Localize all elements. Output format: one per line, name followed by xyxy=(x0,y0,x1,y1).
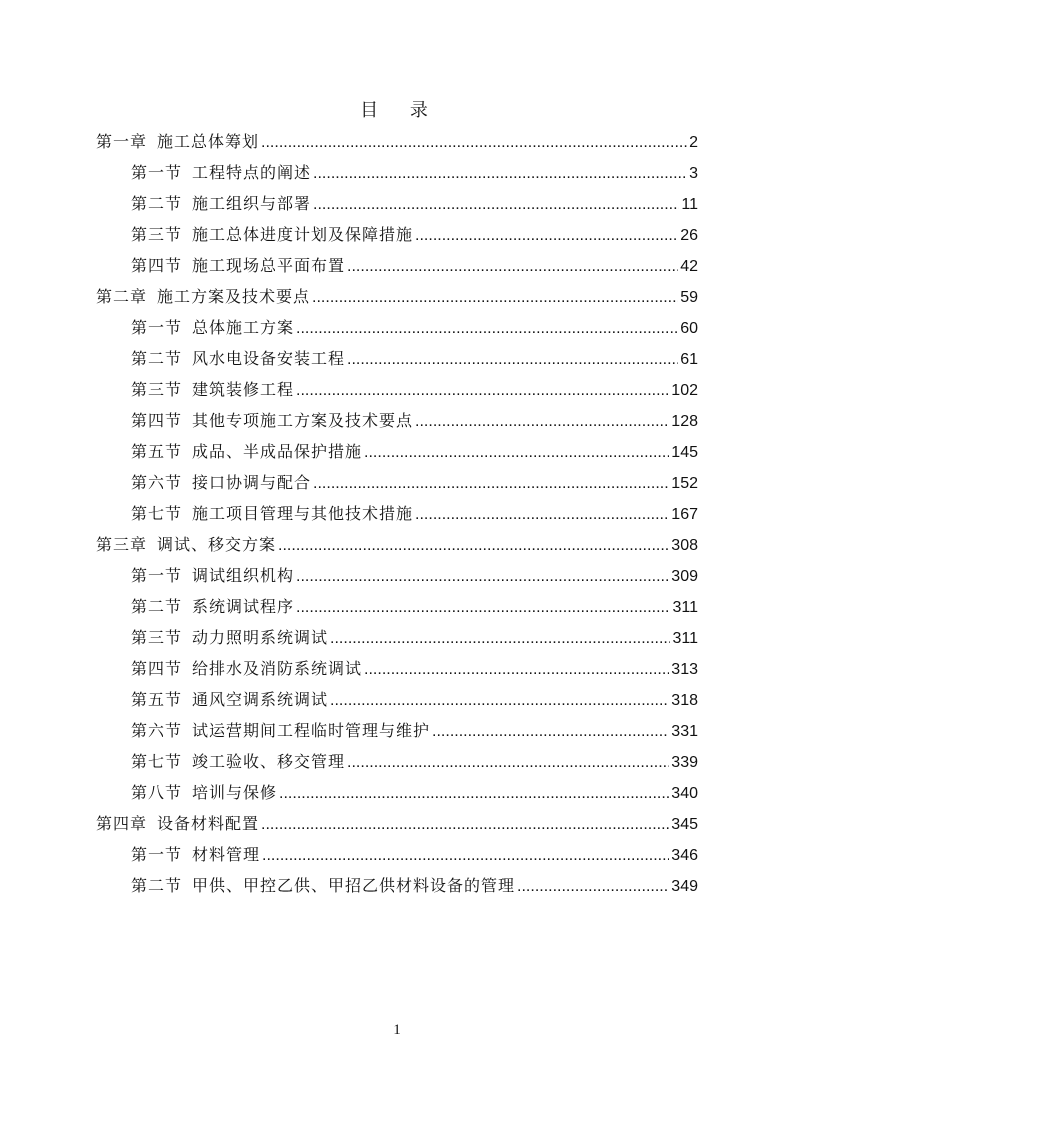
toc-entry-title: 施工项目管理与其他技术措施 xyxy=(192,504,414,523)
dot-leader xyxy=(330,623,670,654)
dot-leader xyxy=(517,871,669,902)
toc-entry-number: 第四章 xyxy=(96,814,148,833)
toc-entry-page: 318 xyxy=(671,692,698,709)
toc-entry-page: 26 xyxy=(680,227,698,244)
toc-entry-title: 竣工验收、移交管理 xyxy=(192,752,346,771)
dot-leader xyxy=(313,468,669,499)
toc-entry-page: 345 xyxy=(671,816,698,833)
dot-leader xyxy=(364,437,669,468)
toc-entry-page: 128 xyxy=(671,413,698,430)
toc-entry-section[interactable] xyxy=(96,684,698,715)
toc-entry-title: 施工总体筹划 xyxy=(157,132,260,151)
toc-entry-page: 102 xyxy=(671,382,698,399)
dot-leader xyxy=(415,220,678,251)
toc-entry-section[interactable] xyxy=(96,560,698,591)
toc-entry-section[interactable] xyxy=(96,870,698,901)
toc-entry-section[interactable] xyxy=(96,405,698,436)
dot-leader xyxy=(415,499,669,530)
toc-entry-number: 第八节 xyxy=(131,783,183,802)
toc-entry-number: 第四节 xyxy=(131,256,183,275)
toc-entry-section[interactable] xyxy=(96,157,698,188)
toc-entry-section[interactable] xyxy=(96,374,698,405)
toc-entry-section[interactable] xyxy=(96,715,698,746)
dot-leader xyxy=(278,530,669,561)
toc-entry-number: 第四节 xyxy=(131,659,183,678)
dot-leader xyxy=(261,809,669,840)
toc-entry-number: 第三节 xyxy=(131,380,183,399)
toc-entry-section[interactable] xyxy=(96,839,698,870)
toc-entry-page: 331 xyxy=(671,723,698,740)
toc-entry-number: 第三章 xyxy=(96,535,148,554)
toc-entry-number: 第一章 xyxy=(96,132,148,151)
toc-entry-title: 施工方案及技术要点 xyxy=(157,287,311,306)
toc-entry-page: 2 xyxy=(689,134,698,151)
dot-leader xyxy=(296,375,669,406)
toc-entry-chapter[interactable] xyxy=(96,808,698,839)
toc-entry-title: 总体施工方案 xyxy=(192,318,295,337)
toc-entry-page: 349 xyxy=(671,878,698,895)
toc-entry-title: 调试、移交方案 xyxy=(157,535,277,554)
toc-entry-title: 给排水及消防系统调试 xyxy=(192,659,363,678)
toc-entry-page: 346 xyxy=(671,847,698,864)
toc-entry-title: 设备材料配置 xyxy=(157,814,260,833)
toc-entry-number: 第三节 xyxy=(131,628,183,647)
toc-entry-section[interactable] xyxy=(96,746,698,777)
toc-entry-title: 系统调试程序 xyxy=(192,597,295,616)
page-number: 1 xyxy=(393,1022,401,1038)
toc-entry-title: 建筑装修工程 xyxy=(192,380,295,399)
toc-entry-number: 第五节 xyxy=(131,690,183,709)
toc-entry-page: 145 xyxy=(671,444,698,461)
toc-entry-title: 甲供、甲控乙供、甲招乙供材料设备的管理 xyxy=(192,876,516,895)
toc-entry-page: 152 xyxy=(671,475,698,492)
dot-leader xyxy=(330,685,669,716)
toc-entry-section[interactable] xyxy=(96,312,698,343)
toc-entry-section[interactable] xyxy=(96,467,698,498)
toc-entry-page: 308 xyxy=(671,537,698,554)
toc-entry-number: 第一节 xyxy=(131,163,183,182)
dot-leader xyxy=(262,840,669,871)
toc-entry-page: 340 xyxy=(671,785,698,802)
toc-entry-number: 第六节 xyxy=(131,473,183,492)
toc-entry-section[interactable] xyxy=(96,622,698,653)
toc-entry-number: 第一节 xyxy=(131,566,183,585)
toc-entry-title: 施工现场总平面布置 xyxy=(192,256,346,275)
dot-leader xyxy=(347,747,669,778)
dot-leader xyxy=(296,561,669,592)
toc-entry-title: 试运营期间工程临时管理与维护 xyxy=(192,721,431,740)
dot-leader xyxy=(313,189,679,220)
toc-entry-title: 成品、半成品保护措施 xyxy=(192,442,363,461)
toc-entry-chapter[interactable] xyxy=(96,281,698,312)
toc-entry-number: 第七节 xyxy=(131,752,183,771)
toc-entry-title: 其他专项施工方案及技术要点 xyxy=(192,411,414,430)
toc-entry-section[interactable] xyxy=(96,653,698,684)
toc-entry-title: 调试组织机构 xyxy=(192,566,295,585)
dot-leader xyxy=(415,406,669,437)
toc-entry-title: 培训与保修 xyxy=(192,783,278,802)
toc-entry-section[interactable] xyxy=(96,219,698,250)
toc-entry-page: 167 xyxy=(671,506,698,523)
toc-title: 目 录 xyxy=(360,100,430,121)
toc-entry-number: 第五节 xyxy=(131,442,183,461)
toc-entry-section[interactable] xyxy=(96,777,698,808)
toc-entry-title: 动力照明系统调试 xyxy=(192,628,329,647)
table-of-contents xyxy=(96,126,698,901)
toc-entry-page: 311 xyxy=(672,599,698,616)
toc-entry-title: 通风空调系统调试 xyxy=(192,690,329,709)
toc-entry-number: 第二节 xyxy=(131,876,183,895)
toc-entry-section[interactable] xyxy=(96,591,698,622)
dot-leader xyxy=(347,251,678,282)
toc-entry-number: 第三节 xyxy=(131,225,183,244)
toc-entry-number: 第二节 xyxy=(131,597,183,616)
toc-entry-number: 第一节 xyxy=(131,845,183,864)
toc-entry-page: 11 xyxy=(681,196,698,213)
toc-entry-section[interactable] xyxy=(96,250,698,281)
dot-leader xyxy=(279,778,669,809)
dot-leader xyxy=(296,592,670,623)
toc-entry-number: 第六节 xyxy=(131,721,183,740)
toc-entry-section[interactable] xyxy=(96,436,698,467)
toc-entry-number: 第七节 xyxy=(131,504,183,523)
toc-entry-title: 风水电设备安装工程 xyxy=(192,349,346,368)
toc-entry-page: 59 xyxy=(680,289,698,306)
dot-leader xyxy=(261,127,687,158)
toc-entry-number: 第二章 xyxy=(96,287,148,306)
dot-leader xyxy=(296,313,678,344)
toc-entry-title: 施工总体进度计划及保障措施 xyxy=(192,225,414,244)
dot-leader xyxy=(432,716,669,747)
toc-entry-number: 第二节 xyxy=(131,194,183,213)
toc-entry-chapter[interactable] xyxy=(96,529,698,560)
toc-entry-page: 311 xyxy=(672,630,698,647)
toc-entry-page: 313 xyxy=(671,661,698,678)
toc-entry-section[interactable] xyxy=(96,498,698,529)
dot-leader xyxy=(364,654,669,685)
toc-entry-section[interactable] xyxy=(96,343,698,374)
toc-entry-chapter[interactable] xyxy=(96,126,698,157)
toc-entry-title: 接口协调与配合 xyxy=(192,473,312,492)
toc-entry-page: 3 xyxy=(689,165,698,182)
toc-entry-page: 309 xyxy=(671,568,698,585)
toc-entry-number: 第一节 xyxy=(131,318,183,337)
dot-leader xyxy=(313,158,687,189)
toc-entry-section[interactable] xyxy=(96,188,698,219)
toc-entry-title: 施工组织与部署 xyxy=(192,194,312,213)
dot-leader xyxy=(312,282,678,313)
toc-entry-page: 339 xyxy=(671,754,698,771)
toc-entry-number: 第四节 xyxy=(131,411,183,430)
toc-entry-page: 61 xyxy=(680,351,698,368)
toc-entry-number: 第二节 xyxy=(131,349,183,368)
toc-entry-title: 工程特点的阐述 xyxy=(192,163,312,182)
toc-entry-page: 42 xyxy=(680,258,698,275)
toc-entry-page: 60 xyxy=(680,320,698,337)
toc-entry-title: 材料管理 xyxy=(192,845,261,864)
dot-leader xyxy=(347,344,678,375)
